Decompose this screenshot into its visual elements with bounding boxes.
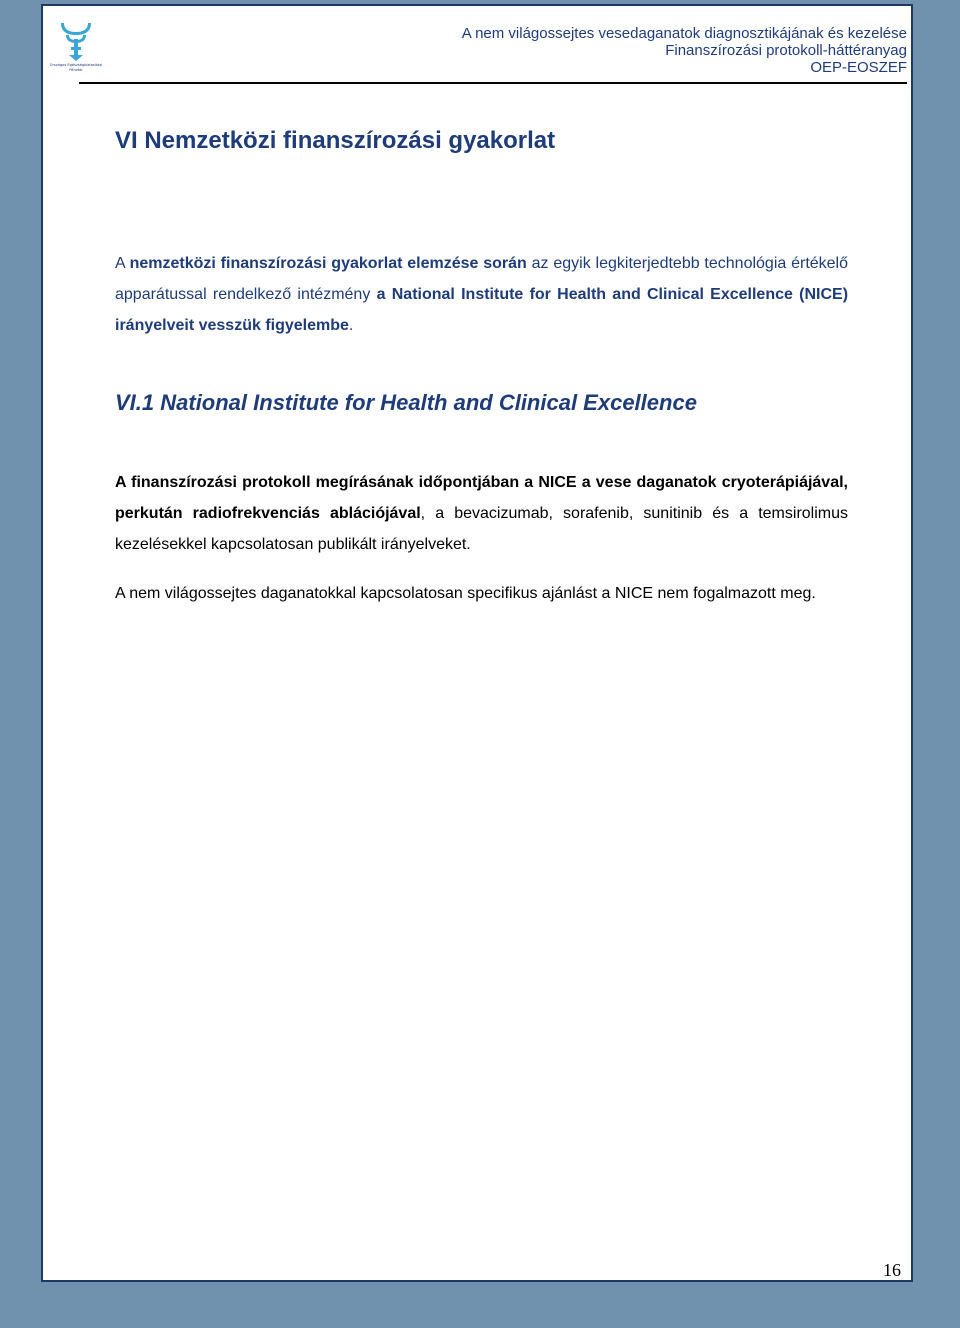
running-header [462, 25, 907, 76]
header-subtitle: Finanszírozási protokoll-háttéranyag [665, 42, 907, 59]
header-org: OEP-EOSZEF [810, 59, 907, 76]
intro-text-1: A [115, 255, 125, 272]
nice-text-1: A finanszírozási protokoll megírásának időpontjában a NICE a vese daganatok cryoterápiájával, perkután radiofrekvenciás ablációjával [115, 474, 848, 522]
header-divider [79, 82, 907, 84]
non-clear-cell-paragraph: A nem világossejtes daganatokkal kapcsolatosan specifikus ajánlást a NICE nem fogalmazott meg. [115, 585, 816, 602]
svg-text:Országos Egészségbiztosítási: Országos Egészségbiztosítási [49, 63, 103, 67]
document-page [41, 4, 913, 1282]
intro-text-5: . [348, 317, 354, 334]
page-number: 16 [883, 1260, 901, 1280]
intro-text-4: a National Institute for Health and Clinical Excellence (NICE) irányelveit vesszük figyelembe [115, 286, 849, 334]
nice-text-2: , a bevacizumab, sorafenib, sunitinib és a temsirolimus kezelésekkel kapcsolatosan publikált irányelveket. [115, 505, 848, 553]
subsection-title: VI.1 National Institute for Health and Clinical Excellence [115, 390, 697, 415]
header-title: A nem világossejtes vesedaganatok diagnosztikájának és kezelése [461, 25, 907, 42]
svg-text:Pénztár: Pénztár [69, 68, 83, 72]
intro-text-3: az egyik legkiterjedtebb technológia értékelő apparátussal rendelkező intézmény [115, 255, 849, 303]
intro-paragraph [115, 248, 848, 341]
oep-logo [47, 20, 105, 74]
section-title: VI Nemzetközi finanszírozási gyakorlat [115, 127, 556, 154]
nice-paragraph [115, 467, 848, 560]
intro-text-2: nemzetközi finanszírozási gyakorlat elemzése során [129, 255, 527, 272]
